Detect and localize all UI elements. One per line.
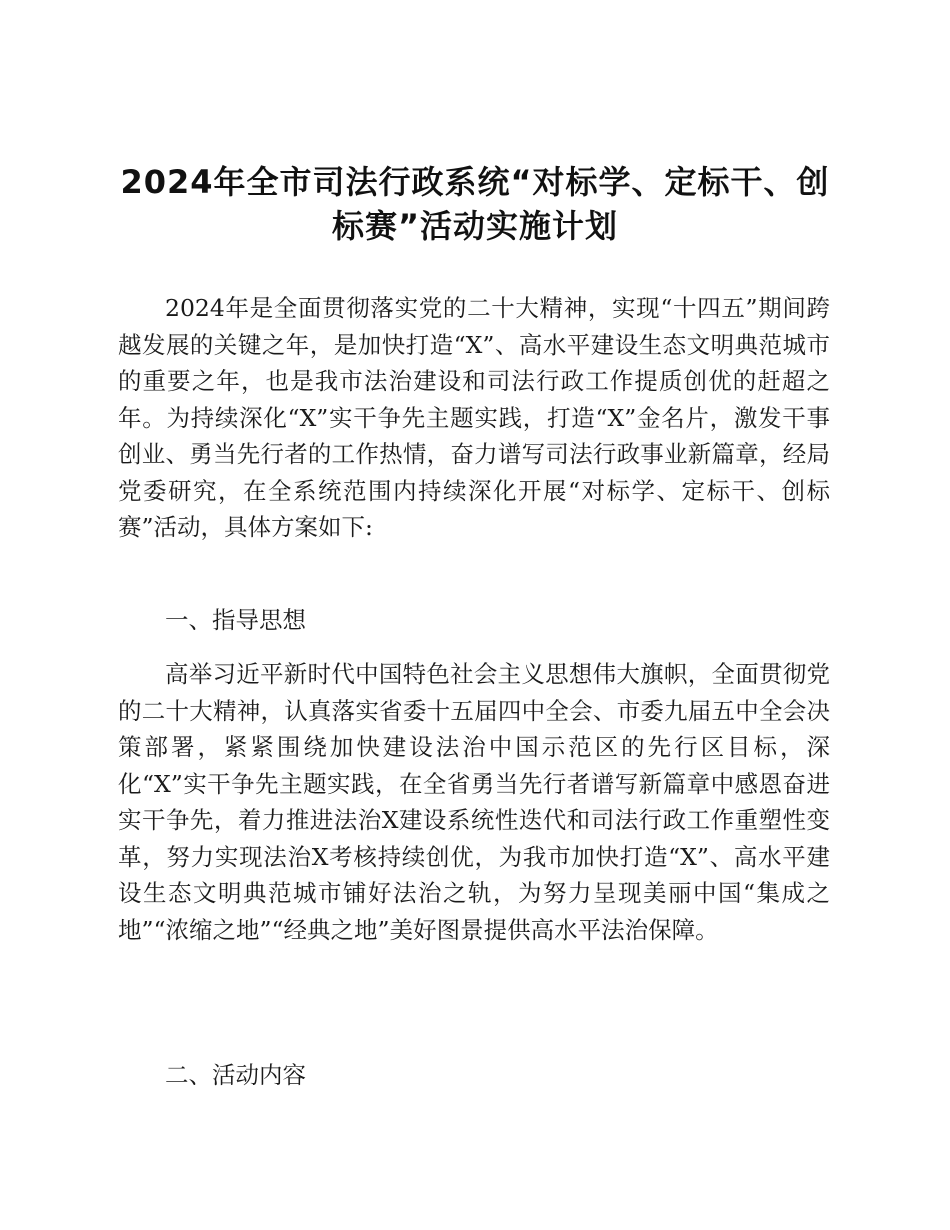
intro-paragraph: 2024年是全面贯彻落实党的二十大精神，实现“十四五”期间跨越发展的关键之年，是加快打造“X”、高水平建设生态文明典范城市的重要之年，也是我市法治建设和司法行政工作提质创优的赶超之年。为持续深化“X”实干争先主题实践，打造“X”金名片，激发干事创业、勇当先行者的工作热情，奋力谱写司法行政事业新篇章，经局党委研究，在全系统范围内持续深化开展“对标学、定标干、创标赛”活动，具体方案如下:: [118, 294, 830, 541]
document-title: 2024年全市司法行政系统“对标学、定标干、创标赛”活动实施计划: [120, 163, 830, 245]
guiding-ideology-paragraph: 高举习近平新时代中国特色社会主义思想伟大旗帜，全面贯彻党的二十大精神，认真落实省委十五届四中全会、市委九届五中全会决策部署，紧紧围绕加快建设法治中国示范区的先行区目标，深化“X”实干争先主题实践，在全省勇当先行者谱写新篇章中感恩奋进实干争先，着力推进法治X建设系统性迭代和司法行政工作重塑性变革，努力实现法治X考核持续创优，为我市加快打造“X”、高水平建设生态文明典范城市铺好法治之轨，为努力呈现美丽中国“集成之地”“浓缩之地”“经典之地”美好图景提供高水平法治保障。: [118, 660, 830, 944]
section-heading-guiding-ideology: 一、指导思想: [165, 606, 306, 634]
section-heading-activity-content: 二、活动内容: [165, 1061, 306, 1089]
